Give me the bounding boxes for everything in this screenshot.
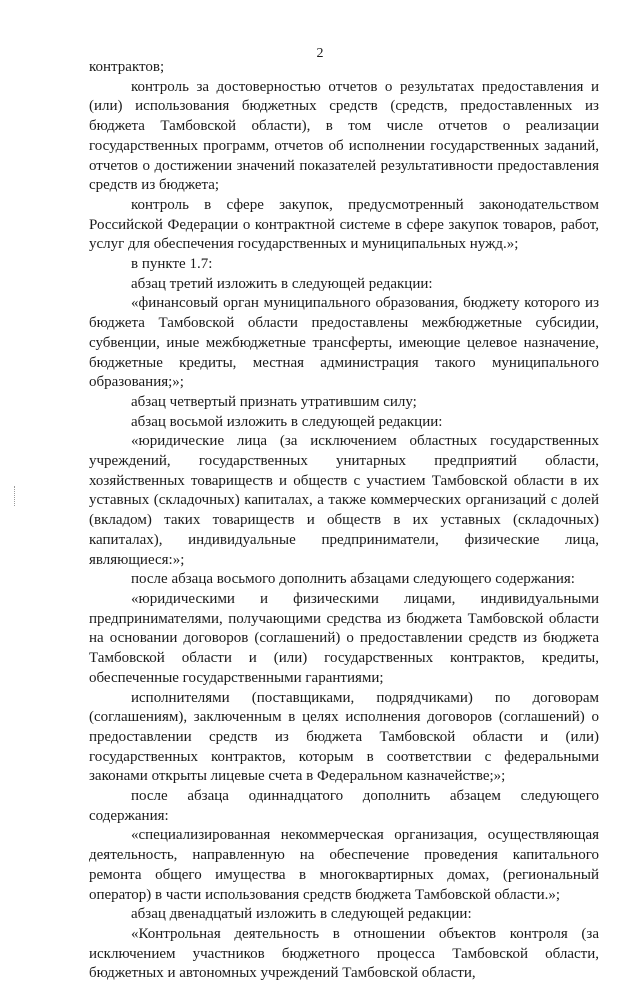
paragraph-2: контроль за достоверностью отчетов о результатах предоставления и (или) использования бюджетных средств (средств, предоставленных из бюджета Тамбовской области), в том числе отчетов о реализации государственных программ, отчетов об исполнении государственных заданий, отчетов о достижении значений показателей результативности предоставления средств из бюджета; [89,78,599,194]
paragraph-12: исполнителями (поставщиками, подрядчиками) по договорам (соглашениям), заключенным в целях исполнения договоров (соглашений) о предоставлении средств из бюджета Тамбовской области и (или) государственных контрактов, которым в соответствии с федеральными законами открыты лицевые счета в Федеральном казначействе;»; [89,689,599,785]
paragraph-6: «финансовый орган муниципального образования, бюджету которого из бюджета Тамбовской области предоставлены межбюджетные субсидии, субвенции, иные межбюджетные трансферты, имеющие целевое назначение, бюджетные кредиты, местная администрация такого муниципального образования;»; [89,295,599,391]
paragraph-7: абзац четвертый признать утратившим силу; [131,393,417,410]
paragraph-4: в пункте 1.7: [131,256,213,273]
paragraph-8: абзац восьмой изложить в следующей редакции: [131,413,443,430]
paragraph-13: после абзаца одиннадцатого дополнить абзацем следующего содержания: [89,788,599,824]
paragraph-14: «специализированная некоммерческая организация, осуществляющая деятельность, направленную на обеспечение проведения капитального ремонта общего имущества в многоквартирных домах, (региональный оператор) в части использования средств бюджета Тамбовской области.»; [89,827,599,903]
paragraph-11: «юридическими и физическими лицами, индивидуальными предпринимателями, получающими средства из бюджета Тамбовской области на основании договоров (соглашений) о предоставлении средств из бюджета Тамбовской области и (или) государственных контрактов, кредиты, обеспеченные государственными гарантиями; [89,590,599,686]
paragraph-3: контроль в сфере закупок, предусмотренный законодательством Российской Федерации о контрактной системе в сфере закупок товаров, работ, услуг для обеспечения государственных и муниципальных нужд.»; [89,196,599,253]
paragraph-16: «Контрольная деятельность в отношении объектов контроля (за исключением участников бюджетного процесса Тамбовской области, бюджетных и автономных учреждений Тамбовской области, [89,925,599,982]
margin-mark [14,486,16,506]
paragraph-10: после абзаца восьмого дополнить абзацами следующего содержания: [131,571,575,588]
page-number: 2 [316,46,324,61]
document-body [89,58,599,984]
paragraph-1: контрактов; [89,59,165,75]
paragraph-9: «юридические лица (за исключением областных государственных учреждений, государственных унитарных предприятий области, хозяйственных товариществ и обществ с участием Тамбовской области в их уставных (складочных) капиталах, а также коммерческих организаций с долей (вкладом) таких товариществ и обществ в их уставных (складочных) капиталах), индивидуальные предприниматели, физические лица, являющиеся:»; [89,433,599,568]
paragraph-5: абзац третий изложить в следующей редакции: [131,275,433,292]
paragraph-15: абзац двенадцатый изложить в следующей редакции: [131,906,472,923]
